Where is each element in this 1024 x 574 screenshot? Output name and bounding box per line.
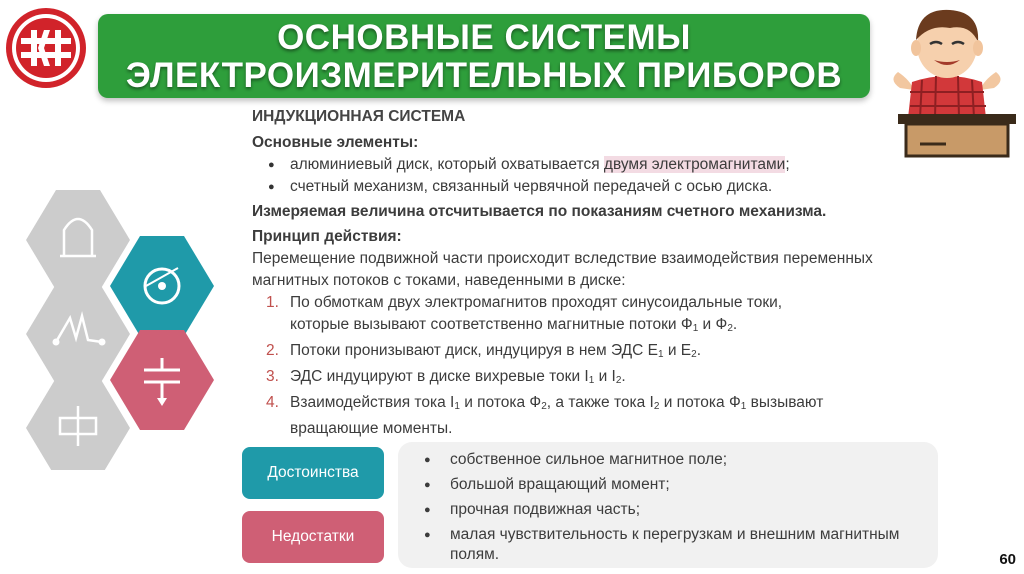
hex-bg (26, 190, 130, 290)
list-item (252, 154, 952, 176)
step-item (252, 366, 952, 392)
page-number: 60 (999, 551, 1016, 568)
elements-heading: Основные элементы: (252, 134, 419, 151)
subscript: 1 (454, 401, 460, 412)
step-text: ЭДС индуцируют в диске вихревые токи I (290, 368, 589, 385)
pros-cons-list (424, 450, 924, 570)
hex-pink (110, 330, 214, 430)
step-text: По обмоткам двух электромагнитов проходят синусоидальные токи, (290, 294, 783, 311)
subscript: 1 (692, 323, 699, 334)
step-text: . (621, 368, 626, 385)
subscript: 2 (541, 401, 547, 412)
step-number: 2. (266, 342, 279, 359)
step-text: которые вызывают соответственно магнитные потоки Ф (290, 316, 693, 333)
advantages-button[interactable]: Достоинства (242, 447, 384, 499)
step-number: 3. (266, 368, 279, 385)
list-item-text: ; (785, 156, 790, 173)
subscript: 1 (740, 401, 747, 412)
title-banner (98, 14, 870, 98)
measured-value-statement: Измеряемая величина отсчитывается по показаниям счетного механизма. (252, 203, 827, 220)
hexagon-symbols-decoration (26, 190, 222, 470)
step-text: вращающие моменты. (290, 420, 453, 437)
step-text: . (732, 316, 738, 333)
step-item (252, 292, 952, 340)
step-text: , а также тока I (546, 394, 654, 411)
step-number: 4. (266, 394, 279, 411)
hex-gray-1 (26, 190, 130, 290)
main-content (252, 106, 952, 440)
disadvantages-button[interactable]: Недостатки (242, 511, 384, 563)
subscript: 1 (657, 349, 664, 360)
subscript: 1 (588, 375, 595, 386)
pros-cons-panel (398, 442, 938, 568)
disadvantage-item: ● малая чувствительность к перегрузкам и внешним магнитным полям. (424, 525, 924, 565)
advantage-item: ● собственное сильное магнитное поле; (424, 450, 924, 470)
step-text: и потока Ф (459, 394, 542, 411)
step-text: Потоки пронизывают диск, индуцируя в нем ЭДС Е (290, 342, 658, 359)
logo-icon (4, 6, 88, 90)
step-item (252, 340, 952, 366)
step-text: и потока Ф (659, 394, 741, 411)
step-text: и I (594, 368, 616, 385)
subscript: 2 (727, 323, 733, 334)
step-number: 1. (266, 294, 279, 311)
advantage-item: ● большой вращающий момент; (424, 475, 924, 495)
step-text: . (696, 342, 701, 359)
principle-intro: Перемещение подвижной части происходит вследствие взаимодействия переменных магнитных потоков с токами, наведенными в диске: (252, 250, 873, 289)
highlighted-text: двумя электромагнитами (603, 156, 786, 173)
step-text: и Е (663, 342, 692, 359)
hex-gray-2 (26, 284, 130, 384)
principle-heading: Принцип действия: (252, 228, 402, 245)
elements-list (252, 154, 952, 198)
steps-list (252, 292, 952, 440)
step-item (252, 392, 952, 440)
title-line-1: ОСНОВНЫЕ СИСТЕМЫ (277, 18, 691, 57)
title-line-2: ЭЛЕКТРОИЗМЕРИТЕЛЬНЫХ ПРИБОРОВ (125, 56, 843, 95)
hex-gray-3 (26, 378, 130, 470)
list-item-text: алюминиевый диск, который охватывается (290, 156, 604, 173)
subscript: 2 (691, 349, 697, 360)
subscript: 2 (653, 401, 660, 412)
subscript: 2 (615, 375, 622, 386)
list-item: ● счетный механизм, связанный червячной передачей с осью диска. (252, 176, 952, 198)
section-title: ИНДУКЦИОННАЯ СИСТЕМА (252, 108, 466, 125)
step-text: вызывают (746, 394, 824, 411)
hex-teal (110, 236, 214, 336)
step-text: и Ф (698, 316, 728, 333)
step-text: Взаимодействия тока I (290, 394, 455, 411)
advantage-item: ● прочная подвижная часть; (424, 500, 924, 520)
